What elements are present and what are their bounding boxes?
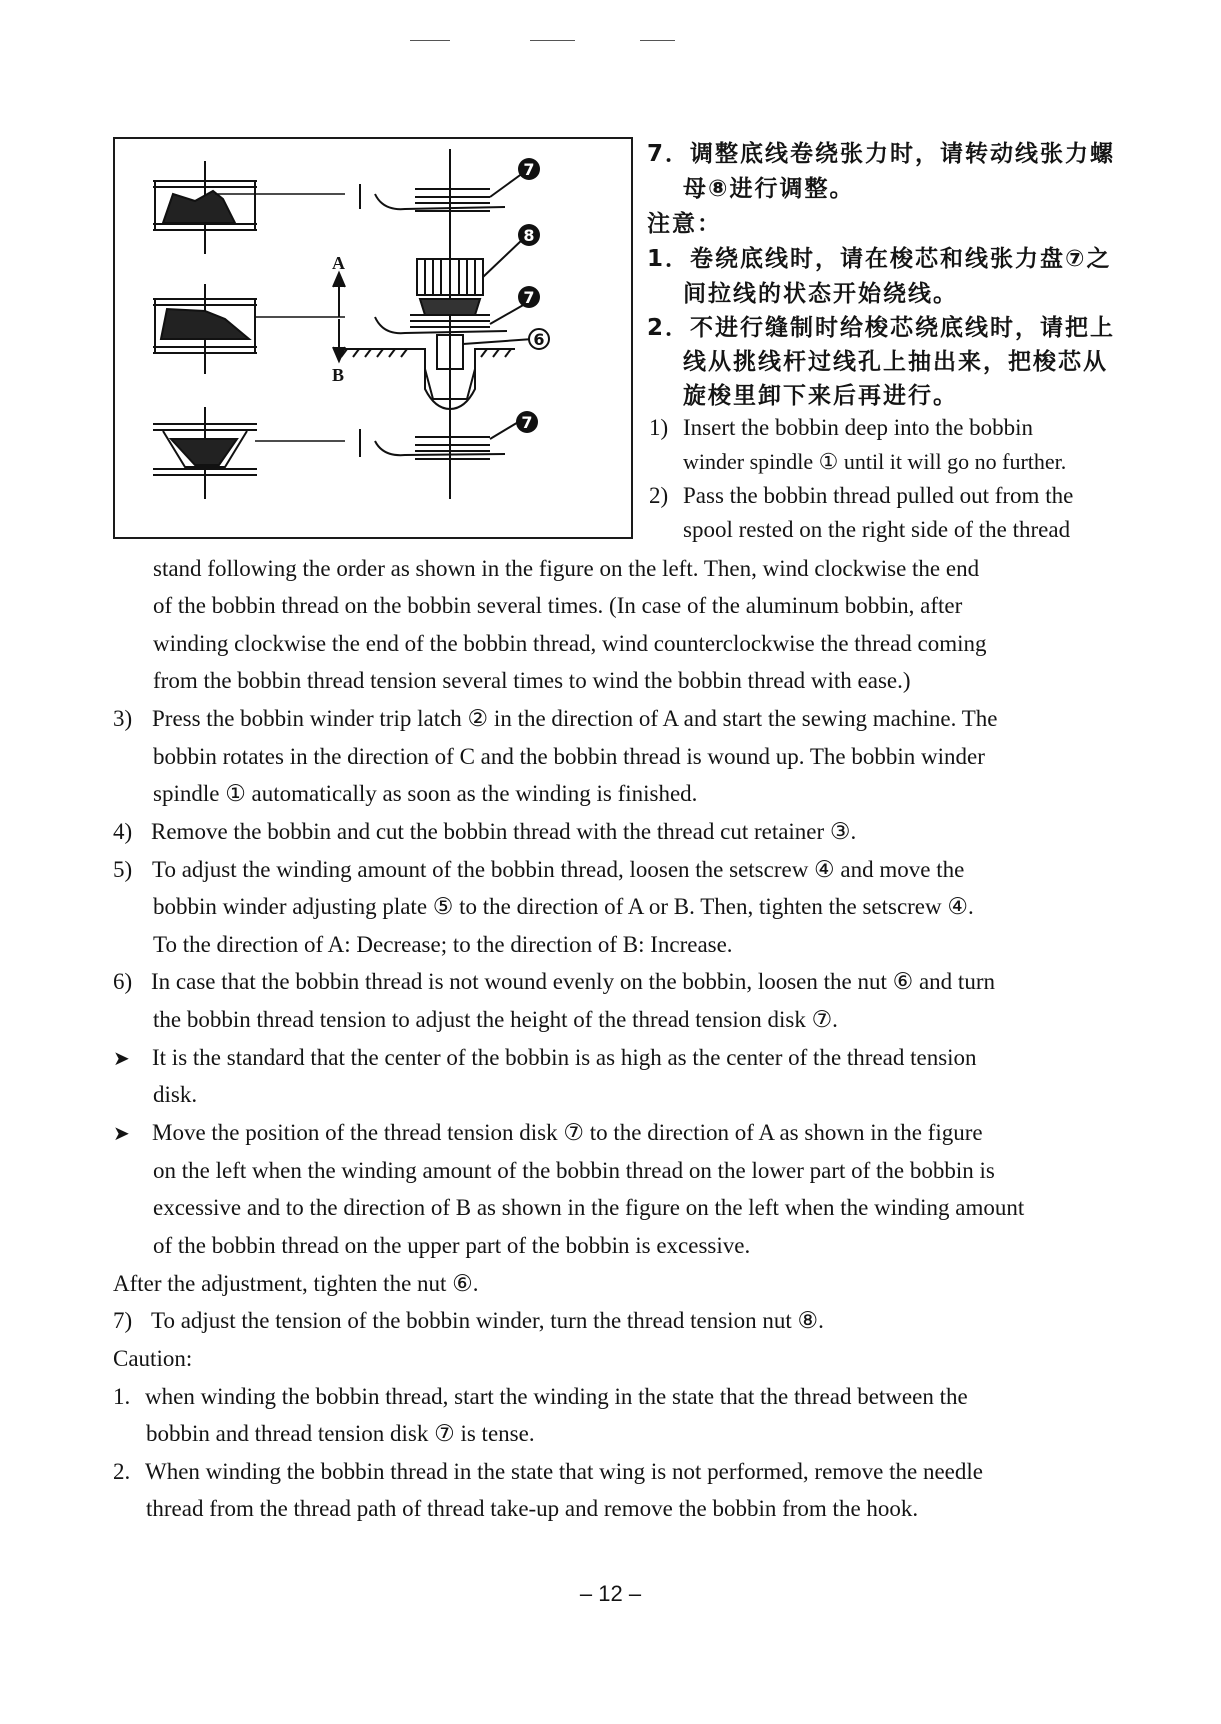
caution1-line1: when winding the bobbin thread, start the winding in the state that the thread between the bbox=[145, 1384, 968, 1409]
step3-line3: spindle ① automatically as soon as the winding is finished. bbox=[153, 781, 698, 806]
header-mark bbox=[530, 40, 575, 41]
header-mark bbox=[410, 40, 450, 41]
step6-number: 6) bbox=[113, 969, 133, 994]
bobbin-bottom bbox=[153, 407, 345, 499]
zh-caution2-line1: 2．不进行缝制时给梭芯绕底线时，请把上 bbox=[647, 315, 1116, 341]
bullet-arrow-icon: ➤ bbox=[113, 1046, 130, 1070]
tension-assembly bbox=[335, 239, 533, 449]
callout-number: 7 bbox=[521, 413, 533, 432]
caution2-number: 2. bbox=[113, 1459, 131, 1484]
step1-line1: Insert the bobbin deep into the bobbin bbox=[683, 415, 1034, 440]
zh-caution2-line2: 线从挑线杆过线孔上抽出来，把梭芯从 bbox=[683, 349, 1108, 375]
zh-caution1-line2: 间拉线的状态开始绕线。 bbox=[683, 281, 958, 307]
step6-line2: the bobbin thread tension to adjust the height of the thread tension disk ⑦. bbox=[153, 1007, 838, 1032]
caution-heading: Caution: bbox=[113, 1346, 193, 1371]
step2-line5: winding clockwise the end of the bobbin thread, wind counterclockwise the thread coming bbox=[153, 631, 987, 656]
header-mark bbox=[640, 40, 675, 41]
caution1-number: 1. bbox=[113, 1384, 131, 1409]
step2-line3: stand following the order as shown in the figure on the left. Then, wind clockwise the end bbox=[153, 556, 980, 581]
label-a: A bbox=[332, 253, 345, 273]
caution1-line2: bobbin and thread tension disk ⑦ is tense. bbox=[146, 1421, 535, 1446]
zh-caution1-line1: 1．卷绕底线时，请在梭芯和线张力盘⑦之 bbox=[647, 246, 1112, 272]
step3-number: 3) bbox=[113, 706, 133, 731]
bobbin-winder-figure bbox=[113, 137, 633, 539]
bullet1-line2: disk. bbox=[153, 1082, 198, 1107]
bullet2-line4: of the bobbin thread on the upper part of the bobbin is excessive. bbox=[153, 1233, 751, 1258]
figure-drawing bbox=[115, 139, 631, 537]
step1-line2: winder spindle ① until it will go no further. bbox=[683, 449, 1067, 474]
step5-line2: bobbin winder adjusting plate ⑤ to the direction of A or B. Then, tighten the setscrew ④. bbox=[153, 894, 974, 919]
bobbin-top bbox=[153, 161, 345, 254]
step2-line4: of the bobbin thread on the bobbin several times. (In case of the aluminum bobbin, after bbox=[153, 593, 963, 618]
bullet-arrow-icon: ➤ bbox=[113, 1121, 130, 1145]
zh-caution: 注意： bbox=[647, 211, 722, 237]
step3-line1: Press the bobbin winder trip latch ② in the direction of A and start the sewing machine. The bbox=[152, 706, 998, 731]
after-adjustment: After the adjustment, tighten the nut ⑥. bbox=[113, 1271, 479, 1296]
step1-number: 1) bbox=[649, 415, 669, 440]
step2-line2: spool rested on the right side of the thread bbox=[683, 517, 1071, 542]
bullet2-line2: on the left when the winding amount of the bobbin thread on the lower part of the bobbin is bbox=[153, 1158, 995, 1183]
bullet2-line1: Move the position of the thread tension disk ⑦ to the direction of A as shown in the figure bbox=[152, 1120, 983, 1145]
zh-caution2-line3: 旋梭里卸下来后再进行。 bbox=[683, 383, 958, 409]
step4-number: 4) bbox=[113, 819, 133, 844]
page-number: – 12 – bbox=[579, 1581, 642, 1606]
caution2-line2: thread from the thread path of thread take-up and remove the bobbin from the hook. bbox=[146, 1496, 919, 1521]
step5-line3: To the direction of A: Decrease; to the direction of B: Increase. bbox=[153, 932, 733, 957]
step2-number: 2) bbox=[649, 483, 669, 508]
bullet2-line3: excessive and to the direction of B as shown in the figure on the left when the winding amount bbox=[153, 1195, 1025, 1220]
step7-number: 7) bbox=[113, 1308, 133, 1333]
label-b: B bbox=[332, 365, 345, 385]
tension-disk-top bbox=[360, 149, 523, 244]
callout-number: 7 bbox=[523, 160, 535, 179]
step2-line1: Pass the bobbin thread pulled out from the bbox=[683, 483, 1074, 508]
zh-step7-line2: 母⑧进行调整。 bbox=[683, 176, 855, 202]
step3-line2: bobbin rotates in the direction of C and the bobbin thread is wound up. The bobbin winder bbox=[153, 744, 985, 769]
step6-line1: In case that the bobbin thread is not wound evenly on the bobbin, loosen the nut ⑥ and turn bbox=[151, 969, 995, 994]
step5-line1: To adjust the winding amount of the bobbin thread, loosen the setscrew ④ and move the bbox=[152, 857, 965, 882]
zh-step7-line1: 7．调整底线卷绕张力时，请转动线张力螺 bbox=[647, 141, 1116, 167]
step7-line1: To adjust the tension of the bobbin winder, turn the thread tension nut ⑧. bbox=[151, 1308, 824, 1333]
bobbin-middle bbox=[153, 284, 345, 374]
callout-number: 6 bbox=[533, 330, 545, 349]
callout-number: 7 bbox=[523, 288, 535, 307]
bullet1-line1: It is the standard that the center of the bobbin is as high as the center of the thread tension bbox=[152, 1045, 977, 1070]
step2-line6: from the bobbin thread tension several times to wind the bobbin thread with ease.) bbox=[153, 668, 911, 693]
callout-number: 8 bbox=[523, 226, 535, 245]
step4-line1: Remove the bobbin and cut the bobbin thread with the thread cut retainer ③. bbox=[151, 819, 857, 844]
step5-number: 5) bbox=[113, 857, 133, 882]
caution2-line1: When winding the bobbin thread in the state that wing is not performed, remove the needle bbox=[145, 1459, 983, 1484]
